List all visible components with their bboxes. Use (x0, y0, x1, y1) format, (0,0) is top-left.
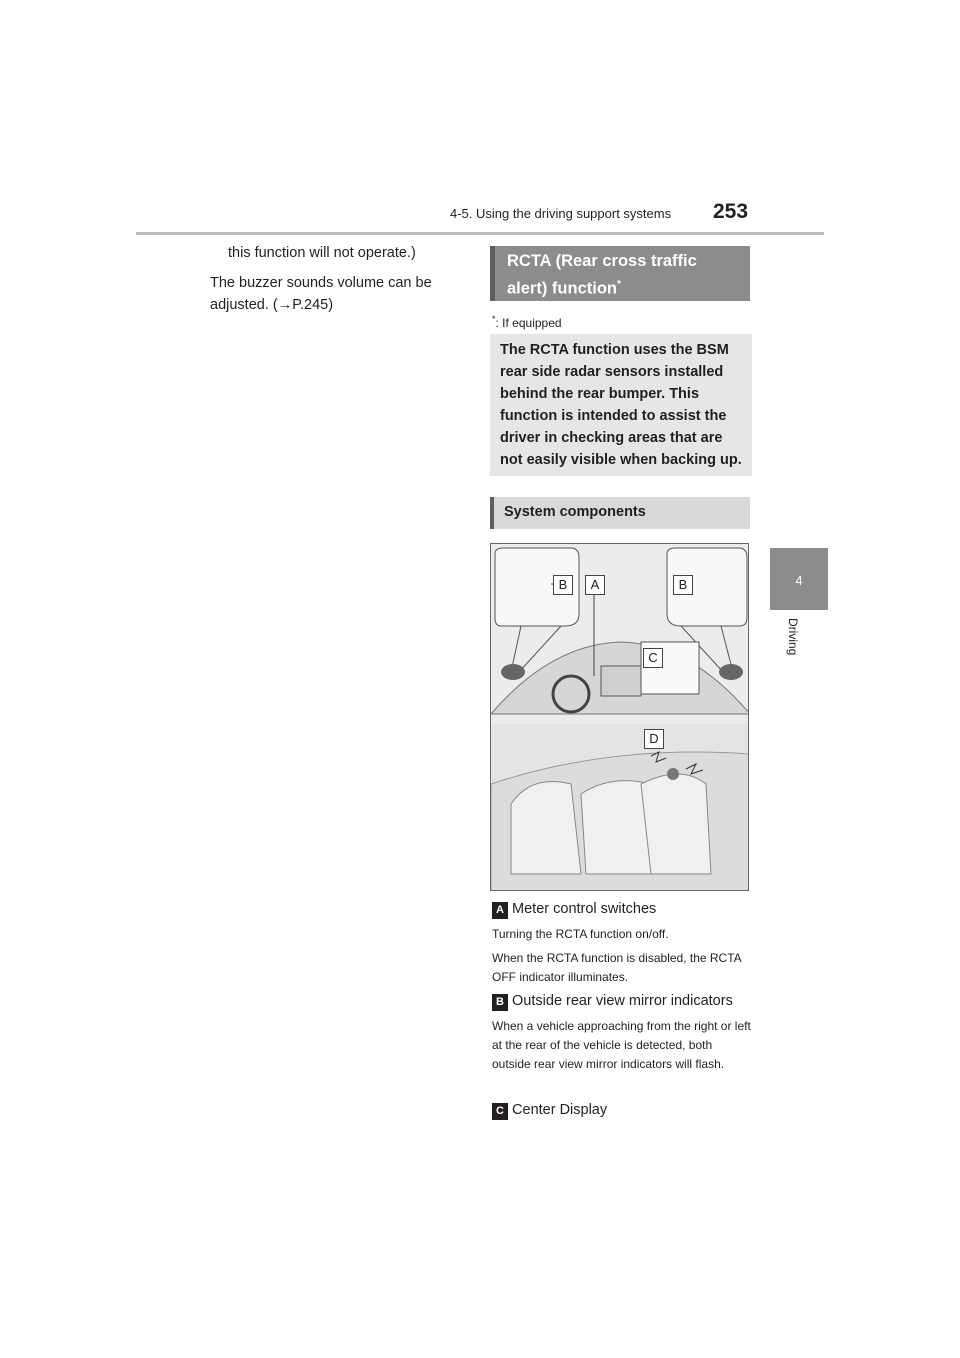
badge-c: C (492, 1103, 508, 1120)
intro-box: The RCTA function uses the BSM rear side radar sensors installed behind the rear bumper. This function is intended to assist the driver in checking areas that are not easily visible when backing up. (490, 334, 752, 476)
item-a-desc-2: When the RCTA function is disabled, the RCTA OFF indicator illuminates. (492, 951, 742, 984)
arrow-icon: → (277, 297, 293, 313)
item-b-desc-1: When a vehicle approaching from the right or left at the rear of the vehicle is detected, both outside rear view mirror indicators will flash. (492, 1019, 751, 1071)
footnote (492, 314, 562, 330)
component-item-c (492, 1102, 752, 1120)
chapter-label-text: Driving (786, 618, 800, 656)
buzzer-ref (210, 294, 333, 316)
asterisk-mark: * (617, 279, 621, 290)
rcta-heading-line2: alert) function (507, 279, 617, 298)
rcta-heading (490, 246, 750, 301)
chapter-label (784, 618, 804, 678)
chapter-number: 4 (795, 573, 803, 588)
callout-b-left: B (553, 575, 573, 595)
page-ref-link[interactable]: P.245) (292, 297, 334, 313)
system-components-heading: System components (490, 497, 750, 529)
component-item-b (492, 993, 754, 1074)
callout-a: A (585, 575, 605, 595)
page-number: 253 (713, 200, 749, 223)
section-title: 4-5. Using the driving support systems (450, 206, 672, 221)
buzzer-text: The buzzer sounds volume can be (210, 275, 432, 291)
illustration-drawing (491, 544, 749, 891)
buzzer-ref-prefix: adjusted. ( (210, 297, 278, 313)
item-a-title: Meter control switches (512, 901, 657, 917)
system-components-illustration (490, 543, 749, 891)
footnote-text: : If equipped (495, 316, 562, 330)
continued-text: this function will not operate.) (228, 245, 416, 261)
item-a-desc-1: Turning the RCTA function on/off. (492, 927, 669, 941)
callout-c: C (643, 648, 663, 668)
header-divider (136, 232, 824, 235)
item-b-title: Outside rear view mirror indicators (512, 993, 733, 1009)
badge-a: A (492, 902, 508, 919)
badge-b: B (492, 994, 508, 1011)
footnote-mark: * (492, 314, 496, 324)
item-c-title: Center Display (512, 1102, 608, 1118)
rcta-heading-line1: RCTA (Rear cross traffic (507, 252, 697, 270)
callout-b-right: B (673, 575, 693, 595)
callout-d: D (644, 729, 664, 749)
component-item-a (492, 901, 757, 987)
